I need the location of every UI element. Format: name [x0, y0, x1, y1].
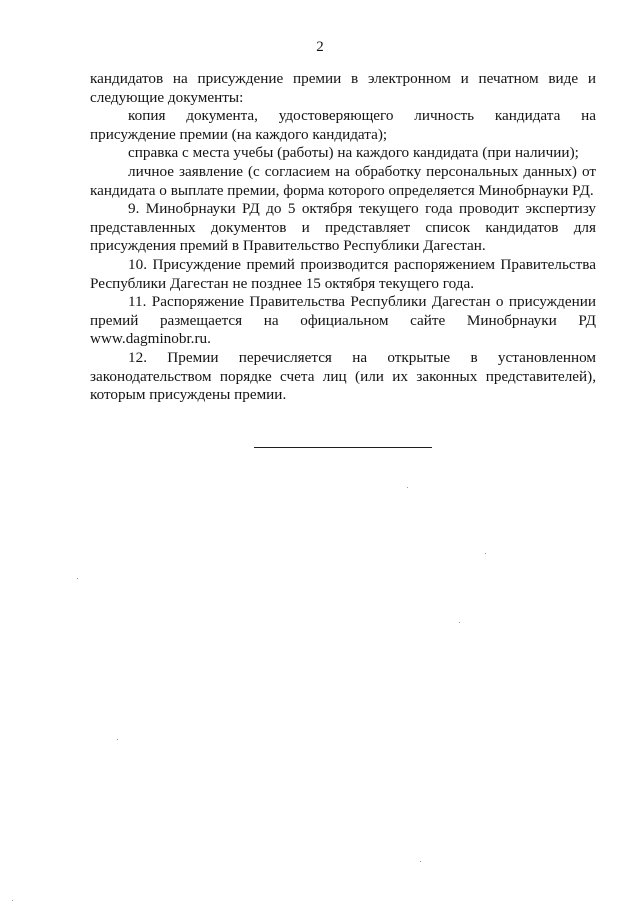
scan-speck [459, 622, 460, 623]
paragraph-item-12: 12. Премии перечисляется на открытые в установленном законодательством порядке счета лиц (или их законных представителей), которым присуждены премии. [90, 348, 596, 404]
scan-speck [12, 900, 13, 901]
scan-speck [485, 553, 486, 554]
scan-speck [407, 487, 408, 488]
paragraph-id-copy: копия документа, удостоверяющего личность кандидата на присуждение премии (на каждого кандидата); [90, 107, 596, 143]
scan-speck [117, 739, 118, 740]
paragraph-certificate: справка с места учебы (работы) на каждого кандидата (при наличии); [128, 144, 579, 162]
document-body [90, 70, 596, 405]
paragraph-item-10: 10. Присуждение премий производится распоряжением Правительства Республики Дагестан не позднее 15 октября текущего года. [90, 255, 596, 292]
page-number: 2 [316, 39, 324, 55]
paragraph-documents-intro: кандидатов на присуждение премии в электронном и печатном виде и следующие документы: [90, 70, 596, 106]
paragraph-item-9: 9. Минобрнауки РД до 5 октября текущего года проводит экспертизу представленных документов и представляет список кандидатов для присуждения премий в Правительство Республики Дагестан. [90, 200, 596, 255]
paragraph-personal-statement: личное заявление (с согласием на обработку персональных данных) от кандидата о выплате премии, форма которого определяется Минобрнауки РД. [90, 162, 596, 199]
paragraph-item-11: 11. Распоряжение Правительства Республики Дагестан о присуждении премий размещается на официальном сайте Минобрнауки РД www.dagminobr.ru. [90, 293, 596, 348]
end-separator-line [254, 447, 432, 448]
scan-speck [420, 861, 421, 862]
scan-speck [77, 578, 78, 579]
